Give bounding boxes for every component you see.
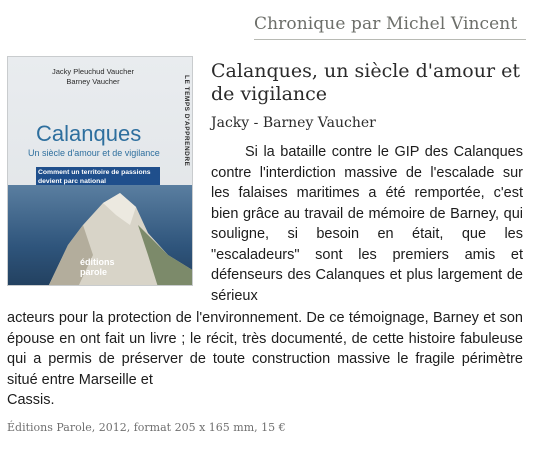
book-cover [7,56,193,286]
cover-band [36,167,160,187]
cover-band-line-1: Comment un territoire de passions [38,169,151,176]
cover-subtitle: Un siècle d'amour et de vigilance [28,148,160,158]
article-body-part-1: Si la bataille contre le GIP des Calanques contre l'interdiction massive de l'escalade sur les falaises maritimes a été remportée, c'est bien grâce au travail de mémoire de Barney, qui souligne, si besoin en était, que les "escaladeurs" sont les premiers amis et défenseurs des Calanques et plus largement de sérieux [211,144,523,304]
cover-collection: LE TEMPS D'APPRENDRE [183,75,190,167]
article-body-part-3: Cassis. [7,392,55,408]
publication-details: Éditions Parole, 2012, format 205 x 165 mm, 15 € [7,421,286,434]
article-title: Calanques, un siècle d'amour et de vigilance [211,60,520,105]
cover-author-1: Jacky Pleuchud Vaucher [52,67,134,76]
cover-publisher-line-2: parole [80,267,108,277]
cover-title: Calanques [36,121,142,146]
cover-publisher-line-1: éditions [80,257,115,267]
cover-author-2: Barney Vaucher [66,77,120,86]
article-body-continuation [7,308,523,411]
cover-authors [8,67,178,87]
cover-band-line-2: devient parc national [38,178,106,185]
article-body-part-2: acteurs pour la protection de l'environnement. De ce témoignage, Barney et son épouse en ont fait un livre ; le récit, très documenté, de cette histoire fabuleuse qui a permis de préserver de toute construction massive le fragile périmètre situé entre Marseille et [7,310,523,388]
cover-publisher-logo [80,257,115,277]
article-author: Jacky - Barney Vaucher [211,115,376,131]
column-header: Chronique par Michel Vincent [254,14,526,40]
